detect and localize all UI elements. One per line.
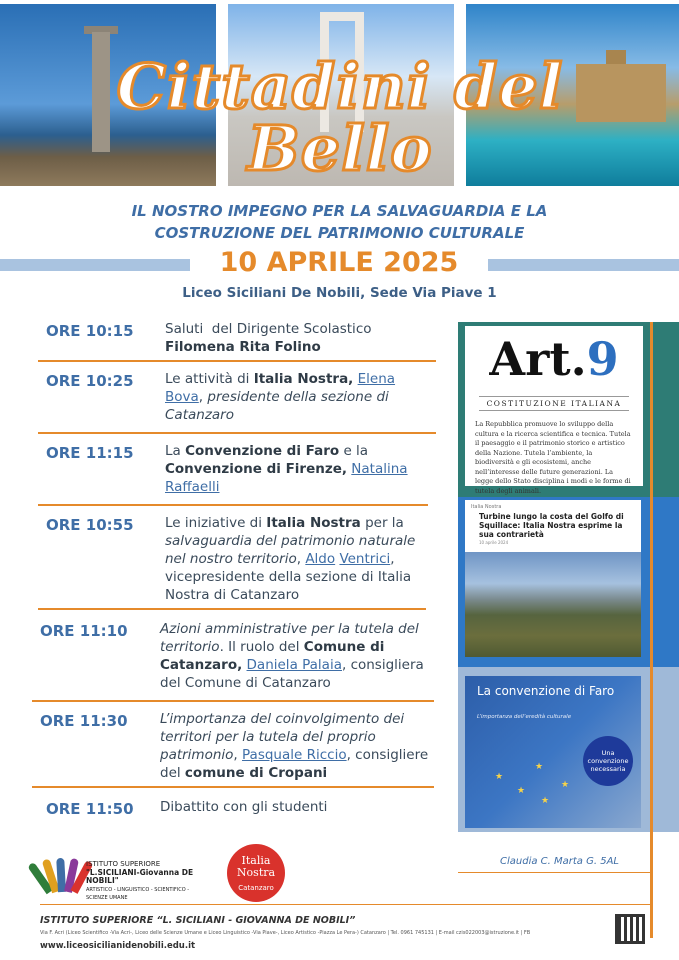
program-separator xyxy=(38,608,426,610)
news-date: 10 aprile 2024 xyxy=(479,540,509,545)
news-title: Turbine lungo la costa del Golfo di Squillace: Italia Nostra esprime la sua contrarietà xyxy=(479,512,624,539)
school-logo-text xyxy=(86,860,212,903)
footer-address: Via F. Acri (Liceo Scientifico -Via Acri-, Liceo delle Scienze Umane e Liceo Linguistico -Via Piave-, Liceo Artistico -Piazza Le Pera-) Catanzaro | Tel. 0961 745131 | E-mail czis022003@istruzione.it | FB xyxy=(40,930,531,936)
italia-nostra-city: Catanzaro xyxy=(238,884,274,892)
program-time: ORE 11:50 xyxy=(46,800,134,818)
faro-card xyxy=(465,676,641,828)
decorative-bar-left xyxy=(0,259,190,271)
program-description: Saluti del Dirigente Scolastico Filomena Rita Folino xyxy=(165,321,372,355)
art9-heading: Art.9 xyxy=(489,332,619,386)
program-time: ORE 11:30 xyxy=(40,712,128,730)
wind-turbines-photo xyxy=(465,552,641,657)
art9-subtitle: COSTITUZIONE ITALIANA xyxy=(479,396,629,411)
program-separator xyxy=(38,504,428,506)
italia-nostra-name: Italia Nostra xyxy=(236,854,276,879)
school-logo-line2: "L.SICILIANI-Giovanna DE NOBILI" xyxy=(86,867,194,885)
program-description: Dibattito con gli studenti xyxy=(160,799,328,815)
qr-code-icon xyxy=(615,914,645,944)
footer-website-link[interactable]: www.liceosicilianidenobili.edu.it xyxy=(40,941,196,951)
school-logo xyxy=(42,846,212,901)
program-description: L’importanza del coinvolgimento dei territori per la tutela del proprio patrimonio, Pasquale Riccio, consigliere del comune di Cropani xyxy=(160,711,429,781)
news-card xyxy=(465,500,641,657)
school-logo-line3: ARTISTICO - LINGUISTICO - SCIENTIFICO - SCIENZE UMANE xyxy=(86,886,190,901)
eu-star-icon: ★ xyxy=(535,762,544,772)
news-source: Italia Nostra xyxy=(471,504,502,510)
faro-circle-badge: Una convenzione necessaria xyxy=(583,736,633,786)
program-description: Le attività di Italia Nostra, Elena Bova, presidente della sezione di Catanzaro xyxy=(165,371,396,423)
program-time: ORE 10:55 xyxy=(46,516,134,534)
footer-divider xyxy=(40,904,650,905)
open-book-icon xyxy=(42,852,84,892)
eu-star-icon: ★ xyxy=(541,796,550,806)
eu-star-icon: ★ xyxy=(517,786,526,796)
program-separator xyxy=(38,432,436,434)
school-logo-line1: ISTITUTO SUPERIORE xyxy=(86,860,161,868)
decorative-bar-right xyxy=(488,259,679,271)
program-description: La Convenzione di Faro e la Convenzione di Firenze, Natalina Raffaelli xyxy=(165,443,408,495)
credit-text: Claudia C. Marta G. 5AL xyxy=(500,856,619,867)
program-description: Le iniziative di Italia Nostra per la salvaguardia del patrimonio naturale nel nostro territorio, Aldo Ventrici, vicepresidente della sezione di Italia Nostra di Catanzaro xyxy=(165,515,416,603)
footer-title: ISTITUTO SUPERIORE “L. SICILIANI - GIOVANNA DE NOBILI” xyxy=(40,915,356,926)
art9-body: La Repubblica promuove lo sviluppo della cultura e la ricerca scientifica e tecnica. Tutela il paesaggio e il patrimonio storico e artistico della Nazione. Tutela l’ambiente, la biodiversità e gli ecosistemi, anche nell’interesse delle future generazioni. La legge dello Stato disciplina i modi e le forme di tutela degli animali. xyxy=(475,420,631,495)
eu-star-icon: ★ xyxy=(561,780,570,790)
event-date: 10 APRILE 2025 xyxy=(219,247,459,278)
faro-subtitle: L’importanza dell’eredità culturale xyxy=(477,714,572,720)
italia-nostra-logo xyxy=(227,844,285,902)
program-separator xyxy=(32,700,434,702)
program-time: ORE 10:15 xyxy=(46,322,134,340)
subtitle-line-2: COSTRUZIONE DEL PATRIMONIO CULTURALE xyxy=(154,224,525,242)
program-separator xyxy=(32,786,434,788)
subtitle-line-1: IL NOSTRO IMPEGNO PER LA SALVAGUARDIA E LA xyxy=(131,202,548,220)
poster-subtitle xyxy=(0,200,679,244)
event-venue: Liceo Siciliani De Nobili, Sede Via Piave 1 xyxy=(182,285,497,301)
program-description: Azioni amministrative per la tutela del territorio. Il ruolo del Comune di Catanzaro, Daniela Palaia, consigliera del Comune di Catanzaro xyxy=(160,621,424,691)
credit-underline xyxy=(458,872,650,873)
program-time: ORE 10:25 xyxy=(46,372,134,390)
art9-card xyxy=(465,326,643,495)
eu-star-icon: ★ xyxy=(495,772,504,782)
program-time: ORE 11:15 xyxy=(46,444,134,462)
program-separator xyxy=(38,360,436,362)
program-time: ORE 11:10 xyxy=(40,622,128,640)
faro-title: La convenzione di Faro xyxy=(477,684,615,698)
orange-vertical-line xyxy=(650,322,653,938)
poster-title: Cittadini del Bello xyxy=(116,50,564,185)
